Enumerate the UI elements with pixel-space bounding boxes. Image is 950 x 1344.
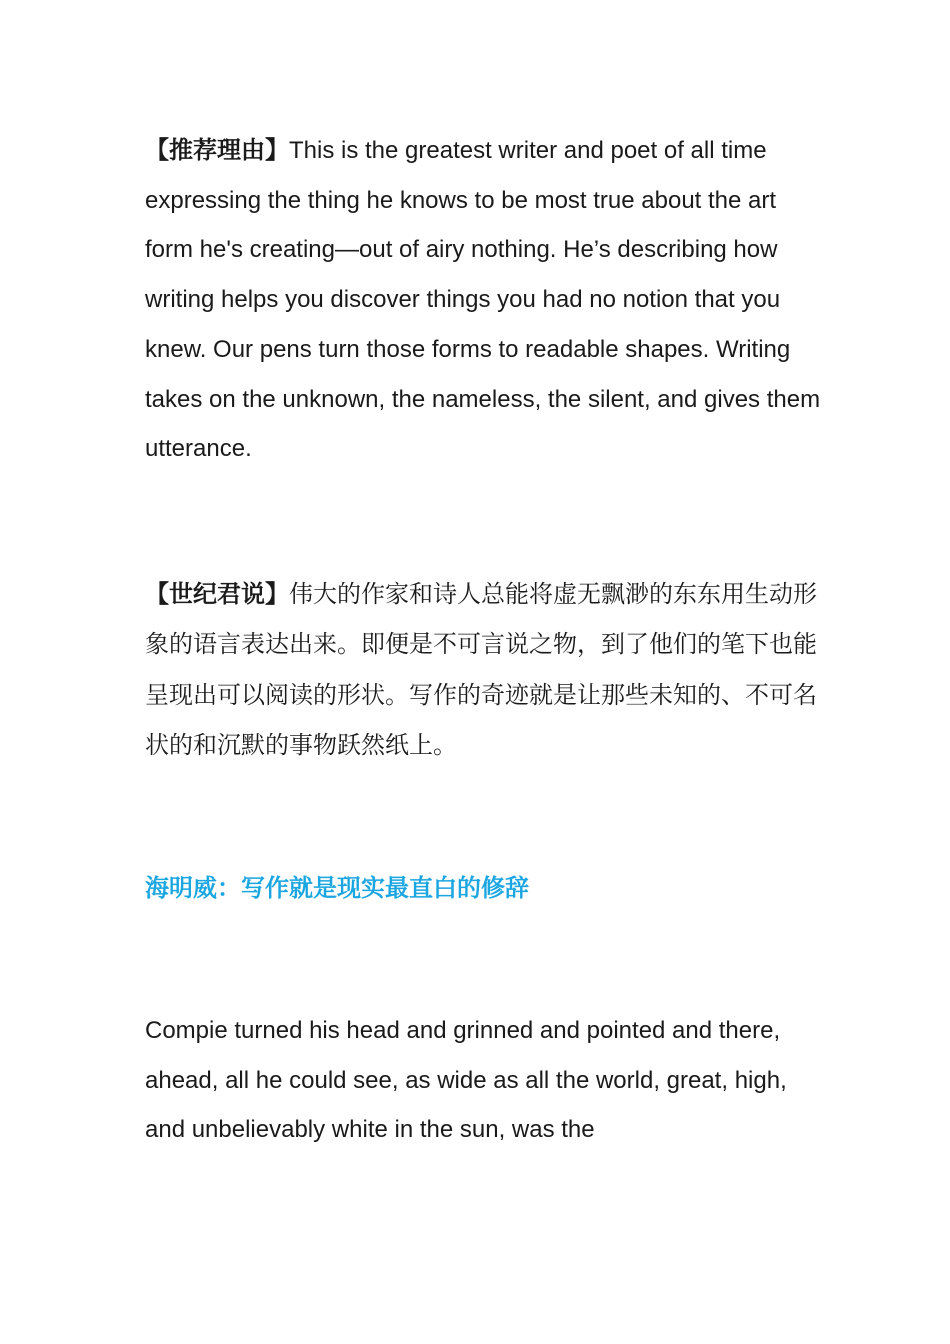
commentary-paragraph-zh <box>145 569 825 770</box>
commentary-label: 【世纪君说】 <box>145 580 289 608</box>
excerpt-paragraph: Compie turned his head and grinned and pointed and there, ahead, all he could see, as wide as all the world, great, high, and unbelievably white in the sun, was the <box>145 1017 787 1144</box>
recommendation-paragraph-en <box>145 126 825 474</box>
section-heading: 海明威：写作就是现实最直白的修辞 <box>145 874 529 902</box>
commentary-text-zh: 伟大的作家和诗人总能将虚无飘渺的东东用生动形象的语言表达出来。即便是不可言说之物，到了他们的笔下也能呈现出可以阅读的形状。写作的奇迹就是让那些未知的、不可名状的和沉默的事物跃然纸上。 <box>145 580 817 759</box>
recommendation-text-en: This is the greatest writer and poet of all time expressing the thing he knows to be most true about the art form he's creating—out of airy nothing. He’s describing how writing helps you discover things you had no notion that you knew. Our pens turn those forms to readable shapes. Writing takes on the unknown, the nameless, the silent, and gives them utterance. <box>145 137 821 463</box>
recommendation-label: 【推荐理由】 <box>145 136 289 164</box>
